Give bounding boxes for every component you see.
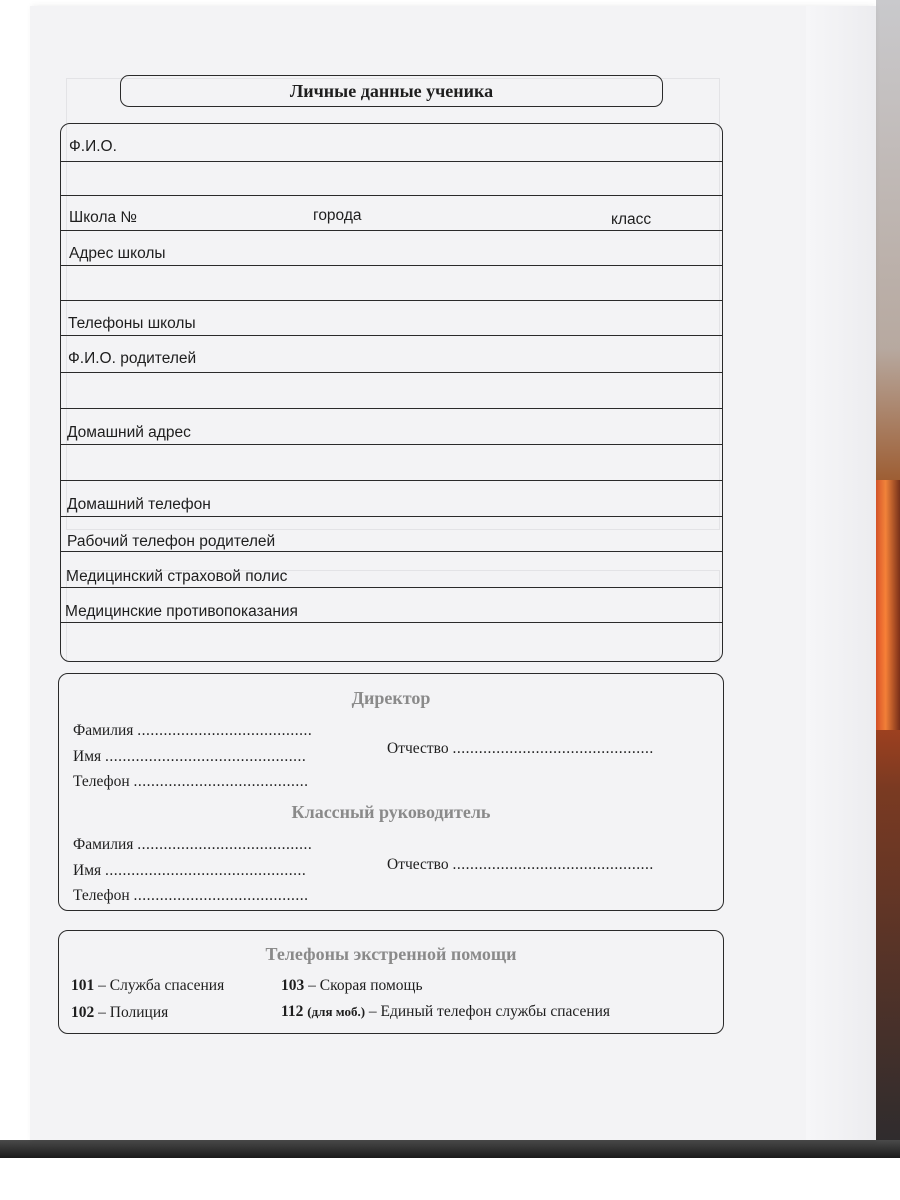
form-line	[61, 195, 722, 196]
emergency-code: 103	[281, 977, 305, 994]
teacher-phone-line	[73, 887, 309, 905]
emergency-label: Служба спасения	[109, 977, 225, 994]
dash: –	[98, 977, 106, 994]
school-address-label: Адрес школы	[69, 245, 166, 262]
form-line	[61, 480, 722, 481]
director-surname-label: Фамилия	[73, 722, 134, 739]
emergency-code: 112	[281, 1003, 304, 1020]
emergency-title: Телефоны экстренной помощи	[265, 944, 517, 964]
form-line	[61, 444, 722, 445]
emergency-code: 101	[71, 977, 95, 994]
form-line	[61, 335, 722, 336]
teacher-surname-line	[73, 836, 312, 854]
city-label: города	[313, 207, 362, 224]
page-title-text: Личные данные ученика	[289, 80, 494, 101]
teacher-patronymic-line	[387, 856, 654, 874]
medical-contraindications-label: Медицинские противопоказания	[65, 603, 298, 620]
page-title	[120, 75, 663, 107]
emergency-code: 102	[71, 1004, 95, 1021]
emergency-note: (для моб.)	[307, 1004, 366, 1019]
emergency-item	[71, 1004, 168, 1022]
emergency-item	[281, 1003, 610, 1021]
emergency-label: Полиция	[109, 1004, 169, 1021]
dash: –	[368, 1003, 377, 1020]
teacher-patronymic-label: Отчество	[387, 856, 449, 873]
student-data-form	[60, 123, 723, 662]
medical-policy-label: Медицинский страховой полис	[66, 568, 288, 585]
class-label: класс	[611, 211, 652, 228]
director-patronymic-label: Отчество	[387, 740, 449, 757]
form-line	[61, 551, 722, 552]
director-name-label: Имя	[73, 748, 102, 765]
emergency-label: Скорая помощь	[319, 977, 423, 994]
director-title: Директор	[351, 688, 431, 708]
home-address-label: Домашний адрес	[67, 424, 191, 441]
book-cover-art	[876, 480, 900, 730]
emergency-item	[281, 977, 423, 995]
dotted-fill: ........................................	[133, 773, 309, 790]
staff-contacts-panel	[58, 673, 724, 911]
emergency-label: Единый телефон службы спасения	[380, 1003, 611, 1020]
director-name-line	[73, 748, 306, 766]
page-edge	[806, 6, 876, 1140]
emergency-phones-panel	[58, 930, 724, 1034]
form-line	[61, 587, 722, 588]
form-line	[61, 265, 722, 266]
dotted-fill: ........................................	[137, 836, 313, 853]
home-phone-label: Домашний телефон	[67, 496, 211, 513]
dotted-fill: ........................................	[137, 722, 313, 739]
director-phone-line	[73, 773, 309, 791]
dash: –	[308, 977, 316, 994]
form-line	[61, 230, 722, 231]
form-line	[61, 408, 722, 409]
school-phones-label: Телефоны школы	[68, 315, 196, 332]
parents-work-phone-label: Рабочий телефон родителей	[67, 533, 276, 550]
book-cover-bottom	[0, 1140, 900, 1158]
parents-fio-label: Ф.И.О. родителей	[68, 350, 197, 367]
dotted-fill: ........................................	[133, 887, 309, 904]
teacher-name-line	[73, 862, 306, 880]
background	[0, 1158, 900, 1200]
dotted-fill: ..............................................	[452, 740, 654, 757]
fio-label: Ф.И.О.	[69, 138, 117, 155]
form-line	[61, 622, 722, 623]
teacher-phone-label: Телефон	[73, 887, 130, 904]
form-line	[61, 372, 722, 373]
teacher-surname-label: Фамилия	[73, 836, 134, 853]
director-surname-line	[73, 722, 312, 740]
dotted-fill: ..............................................	[105, 862, 307, 879]
director-patronymic-line	[387, 740, 654, 758]
dash: –	[98, 1004, 106, 1021]
form-line	[61, 516, 722, 517]
form-line	[61, 161, 722, 162]
teacher-name-label: Имя	[73, 862, 102, 879]
dotted-fill: ..............................................	[105, 748, 307, 765]
form-line	[61, 300, 722, 301]
director-phone-label: Телефон	[73, 773, 130, 790]
school-number-label: Школа №	[69, 209, 138, 226]
emergency-item	[71, 977, 224, 995]
dotted-fill: ..............................................	[452, 856, 654, 873]
class-teacher-title: Классный руководитель	[291, 802, 491, 822]
